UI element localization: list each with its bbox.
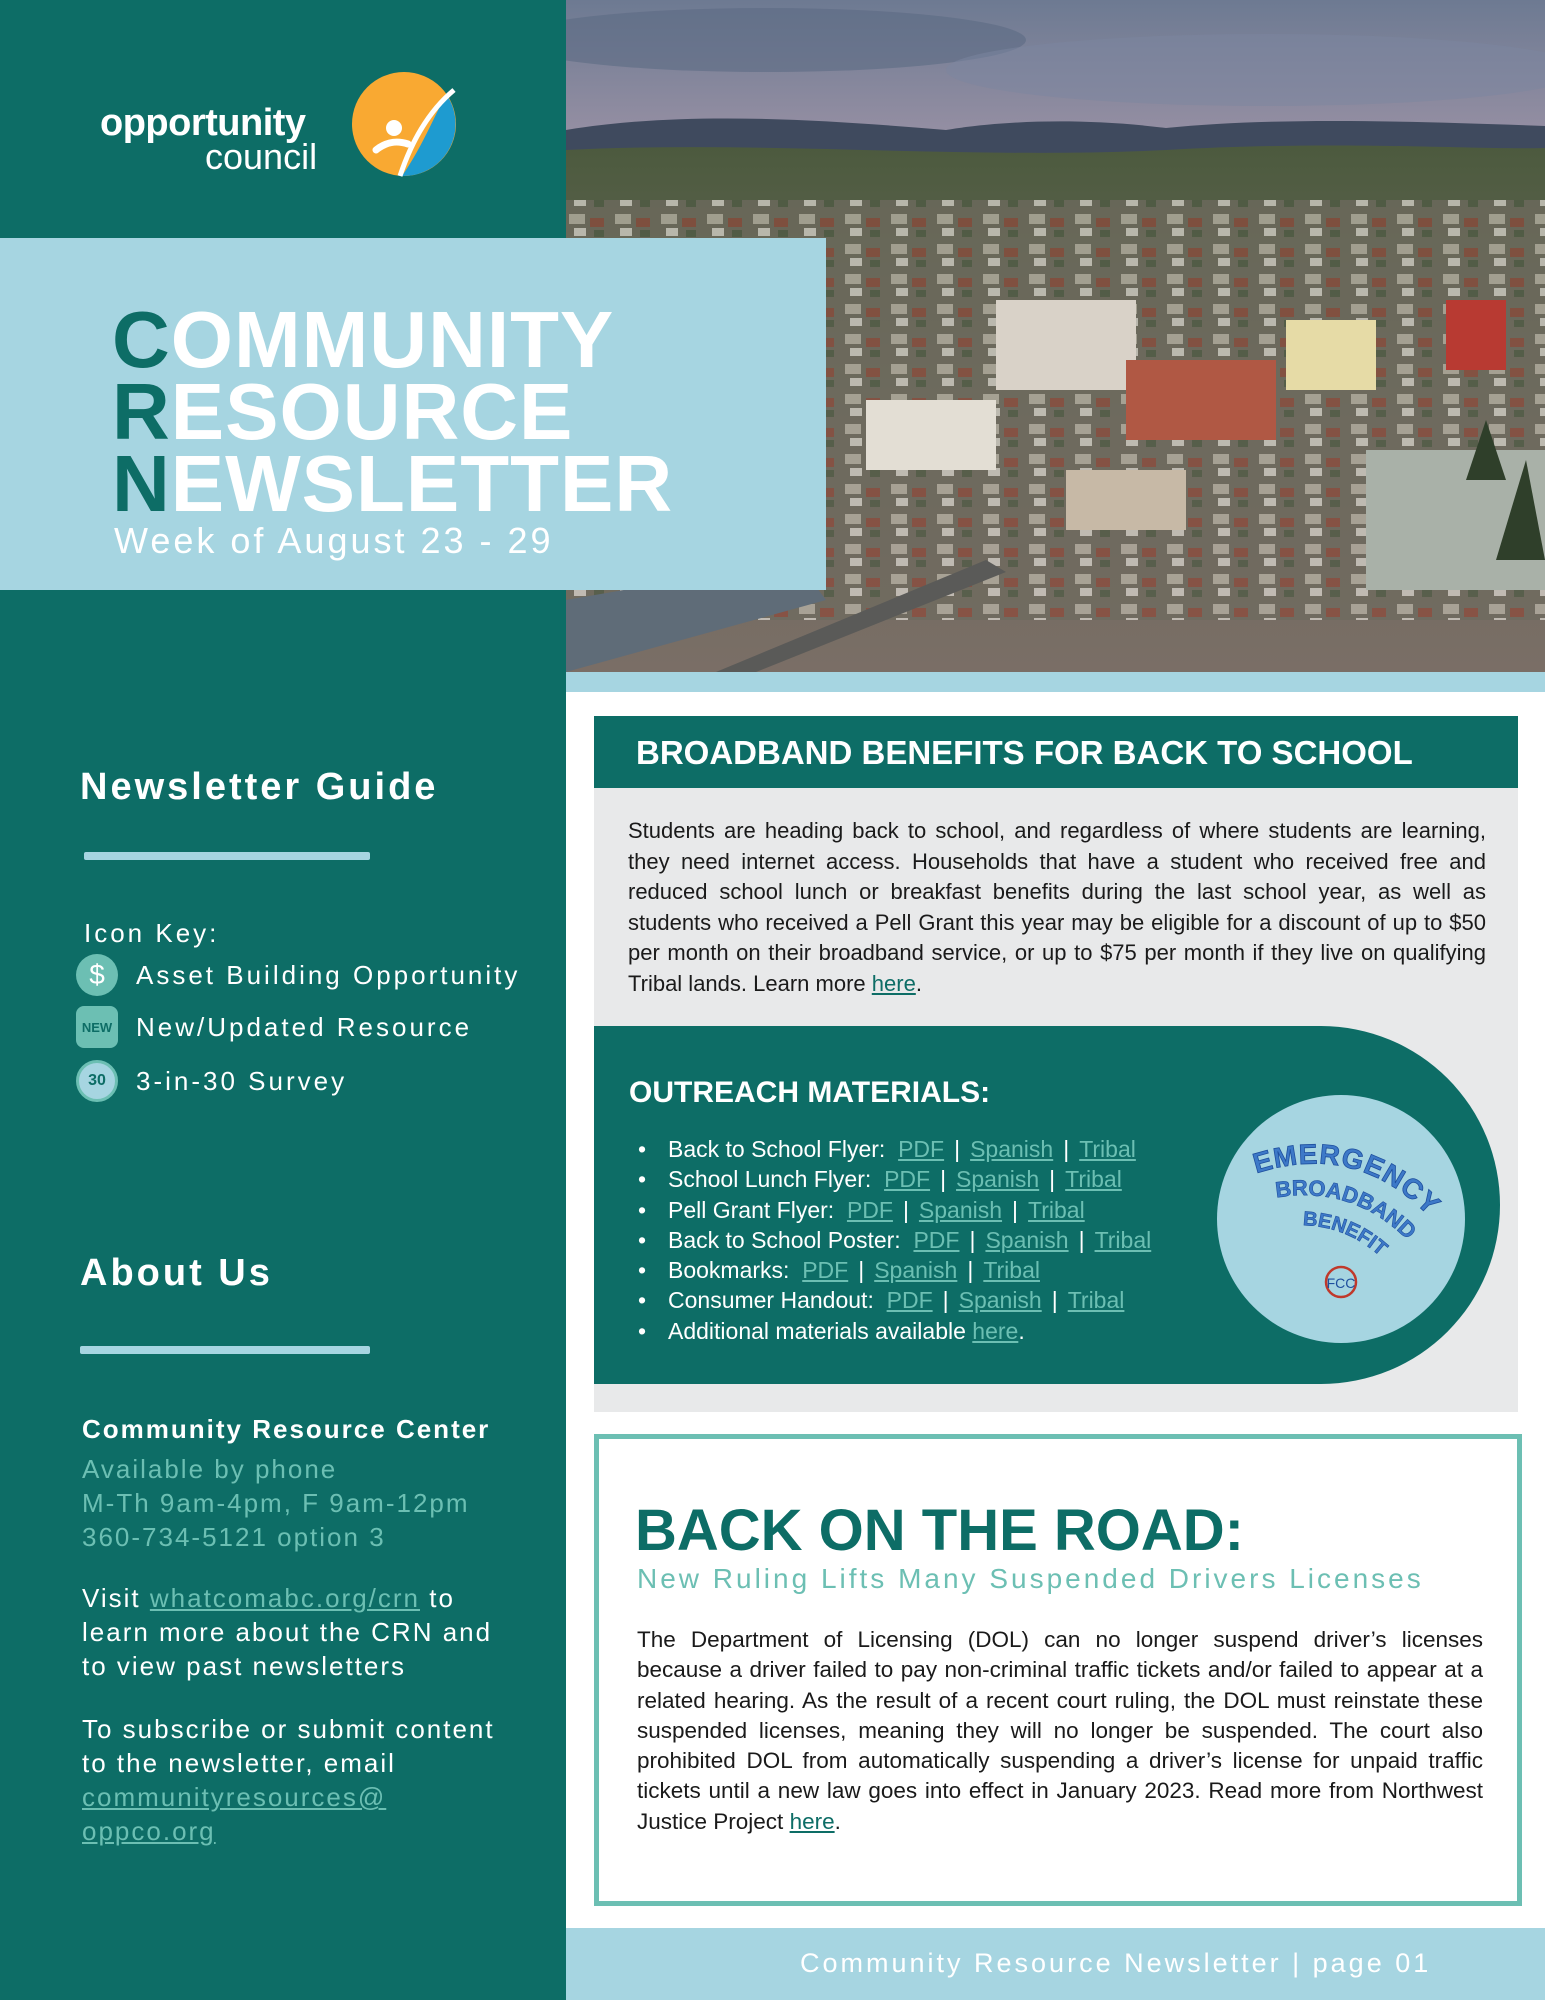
crc-phone: 360-734-5121 option 3 [82, 1522, 386, 1552]
outreach-item [634, 1255, 1151, 1285]
icon-key-row-survey [76, 1059, 347, 1103]
badge-line1: EMERGENCY [1249, 1138, 1447, 1221]
hero-bottom-strip [566, 672, 1545, 692]
outreach-tribal-link[interactable]: Tribal [983, 1257, 1040, 1284]
guide-divider [84, 852, 370, 860]
outreach-item-label: School Lunch Flyer: [668, 1166, 872, 1193]
additional-materials-text: Additional materials available [668, 1317, 966, 1344]
icon-key-label: Asset Building Opportunity [136, 959, 521, 990]
logo-word-council: council [205, 136, 318, 177]
outreach-item-label: Back to School Poster: [668, 1226, 901, 1253]
outreach-title: OUTREACH MATERIALS: [629, 1076, 991, 1109]
link-separator: | [954, 1136, 961, 1162]
outreach-item-label: Consumer Handout: [668, 1287, 874, 1314]
outreach-pdf-link[interactable]: PDF [898, 1136, 945, 1162]
icon-key-label: New/Updated Resource [136, 1011, 473, 1042]
outreach-pdf-link[interactable]: PDF [884, 1166, 931, 1193]
outreach-item-label: Bookmarks: [668, 1257, 790, 1284]
outreach-spanish-link[interactable]: Spanish [985, 1226, 1069, 1253]
visit-paragraph [82, 1581, 522, 1683]
icon-key-title: Icon Key: [84, 918, 220, 948]
broadband-heading: BROADBAND BENEFITS FOR BACK TO SCHOOL [636, 734, 1413, 771]
outreach-pdf-link[interactable]: PDF [913, 1226, 960, 1253]
outreach-item [634, 1225, 1151, 1255]
link-separator: | [1078, 1226, 1085, 1253]
road-paragraph [637, 1625, 1483, 1837]
outreach-spanish-link[interactable]: Spanish [874, 1257, 958, 1284]
visit-suffix: to learn more about the CRN and to view past newsletters [82, 1583, 493, 1681]
outreach-spanish-link[interactable]: Spanish [918, 1196, 1003, 1223]
title-rest-community: OMMUNITY [170, 295, 615, 384]
outreach-spanish-link[interactable]: Spanish [970, 1136, 1054, 1162]
title-initial-n: N [112, 439, 171, 528]
outreach-pdf-link[interactable]: PDF [886, 1287, 933, 1314]
survey-30-icon: 30 [76, 1060, 118, 1102]
link-separator: | [858, 1257, 865, 1284]
outreach-tribal-link[interactable]: Tribal [1094, 1226, 1152, 1253]
icon-key-row-asset [76, 953, 520, 997]
badge-line3: BENEFIT [1302, 1208, 1392, 1261]
visit-prefix: Visit [82, 1583, 141, 1613]
logo-mark-icon [350, 70, 458, 178]
crc-hours: M-Th 9am-4pm, F 9am-12pm [82, 1488, 470, 1518]
page-footer [566, 1928, 1545, 2000]
link-separator: | [1063, 1136, 1070, 1162]
outreach-list [634, 1134, 1151, 1346]
outreach-item-label: Pell Grant Flyer: [668, 1196, 835, 1223]
outreach-materials-panel [594, 1026, 1500, 1384]
link-separator: | [967, 1257, 974, 1284]
outreach-pdf-link[interactable]: PDF [802, 1257, 849, 1284]
link-separator: | [902, 1196, 909, 1223]
opportunity-council-logo[interactable] [100, 68, 460, 180]
title-initial-c: C [112, 295, 171, 384]
title-line-newsletter [112, 439, 674, 528]
title-rest-newsletter: EWSLETTER [170, 439, 674, 528]
subscribe-paragraph [82, 1712, 522, 1848]
emergency-broadband-benefit-badge [1214, 1092, 1468, 1346]
link-separator: | [1051, 1287, 1058, 1314]
broadband-learn-more-link[interactable]: here [871, 970, 916, 996]
fcc-seal-text: FCC [1326, 1275, 1356, 1291]
subscribe-text: To subscribe or submit content to the newsletter, email [82, 1714, 495, 1778]
icon-key-label: 3-in-30 Survey [136, 1065, 348, 1096]
logo-word-opportunity: opportunity [100, 102, 306, 144]
icon-key-row-new [76, 1005, 472, 1049]
additional-materials-link[interactable]: here [972, 1317, 1019, 1344]
crn-website-link[interactable]: whatcomabc.org/crn [149, 1583, 420, 1613]
week-of-dates: Week of August 23 - 29 [114, 520, 554, 561]
outreach-item [634, 1164, 1151, 1194]
about-us-heading: About Us [80, 1252, 273, 1294]
period: . [1018, 1317, 1025, 1344]
back-on-the-road-section [594, 1434, 1522, 1906]
outreach-item-additional [634, 1316, 1151, 1346]
road-body-text: The Department of Licensing (DOL) can no longer suspend driver’s licenses because a driver failed to pay non-criminal traffic tickets and/or failed to appear at a related hearing. As the result of a recent court ruling, the DOL must reinstate these suspended licenses, meaning they will no longer be suspended. The court also prohibited DOL from automatically suspending a driver’s license for unpaid traffic tickets until a new law goes into effect in January 2023. Read more from Northwest Justice Project [637, 1627, 1483, 1834]
period: . [834, 1808, 841, 1834]
title-rest-resource: ESOURCE [170, 367, 574, 456]
newsletter-title-band [0, 238, 826, 590]
road-subtitle: New Ruling Lifts Many Suspended Drivers Licenses [637, 1563, 1424, 1594]
outreach-tribal-link[interactable]: Tribal [1065, 1166, 1122, 1193]
link-separator: | [942, 1287, 949, 1314]
outreach-tribal-link[interactable]: Tribal [1028, 1196, 1085, 1223]
link-separator: | [1049, 1166, 1056, 1193]
badge-line2: BROADBAND [1273, 1175, 1422, 1244]
about-divider [80, 1346, 370, 1354]
broadband-body-text: Students are heading back to school, and regardless of where students are learning, they need internet access. Households that have a student who received free and reduced school lunch or breakfast benefits during the last school year, as well as students who received a Pell Grant this year may be eligible for a discount of up to $50 per month on their broadband service, or up to $75 per month if they live on qualifying Tribal lands. Learn more [628, 818, 1486, 996]
broadband-section [594, 716, 1518, 1412]
broadband-paragraph [628, 816, 1486, 999]
new-badge-icon: NEW [76, 1006, 118, 1048]
road-title: BACK ON THE ROAD: [635, 1498, 1244, 1563]
newsletter-guide-heading: Newsletter Guide [80, 766, 439, 808]
outreach-item [634, 1285, 1151, 1315]
period: . [915, 970, 922, 996]
footer-text: Community Resource Newsletter | page 01 [800, 1948, 1432, 1978]
outreach-tribal-link[interactable]: Tribal [1079, 1136, 1136, 1162]
crc-availability: Available by phone [82, 1454, 338, 1484]
link-separator: | [1012, 1196, 1019, 1223]
link-separator: | [969, 1226, 976, 1253]
road-read-more-link[interactable]: here [789, 1808, 835, 1834]
title-initial-r: R [112, 367, 171, 456]
link-separator: | [940, 1166, 947, 1193]
outreach-spanish-link[interactable]: Spanish [958, 1287, 1042, 1314]
outreach-item [634, 1134, 1151, 1164]
dollar-icon: $ [76, 954, 118, 996]
crc-title: Community Resource Center [82, 1414, 491, 1444]
outreach-tribal-link[interactable]: Tribal [1067, 1287, 1125, 1314]
outreach-spanish-link[interactable]: Spanish [956, 1166, 1040, 1193]
outreach-item-label: Back to School Flyer: [668, 1136, 886, 1162]
outreach-pdf-link[interactable]: PDF [846, 1196, 893, 1223]
outreach-item [634, 1195, 1151, 1225]
subscribe-email-link[interactable]: communityresources@ oppco.org [82, 1782, 387, 1846]
broadband-header-bar [594, 716, 1518, 788]
